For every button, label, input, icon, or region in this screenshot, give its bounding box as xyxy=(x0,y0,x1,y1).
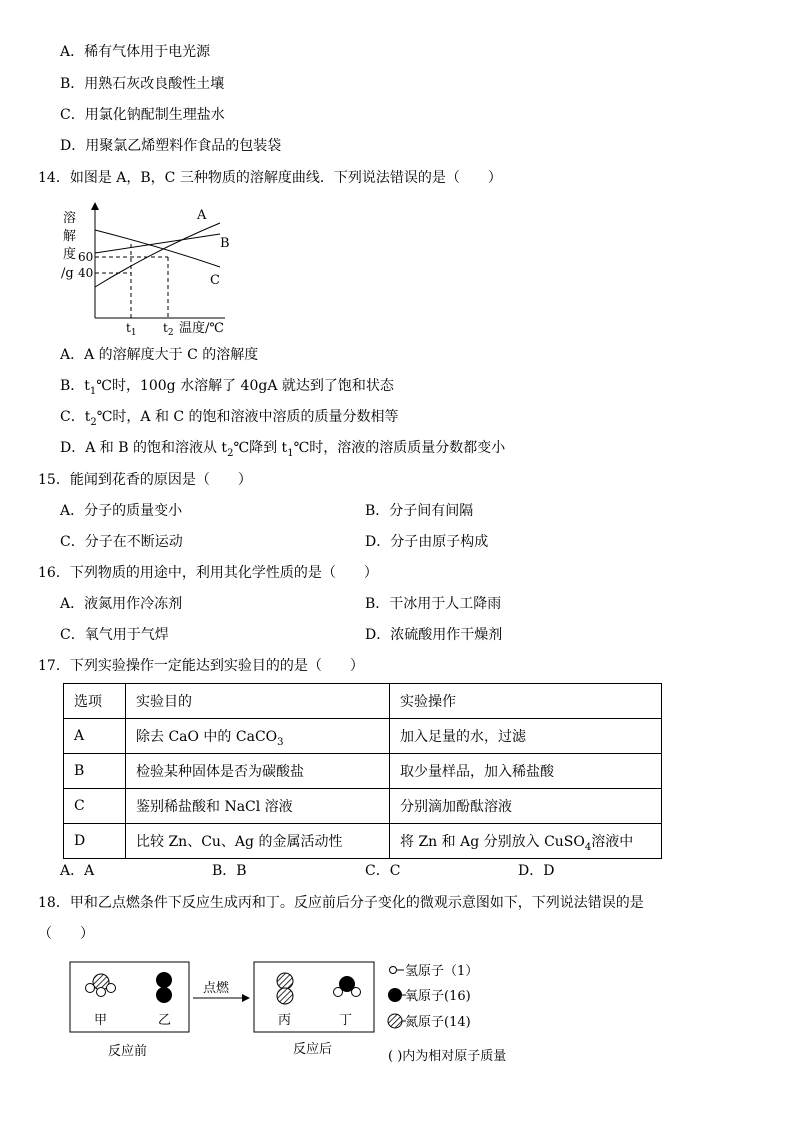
q13-option-b: B．用熟石灰改良酸性土壤 xyxy=(60,76,225,92)
legend-nitrogen: 氮原子(14) xyxy=(405,1015,471,1030)
label-yi: 乙 xyxy=(158,1013,172,1028)
header-operation: 实验操作 xyxy=(390,684,662,719)
legend-oxygen: 氧原子(16) xyxy=(405,989,471,1004)
ylabel-char-1: 溶 xyxy=(63,211,77,226)
curve-c-label: C xyxy=(210,273,220,288)
t2-label: $t_2$ xyxy=(163,321,174,338)
curve-c xyxy=(95,230,220,267)
row-option: B xyxy=(64,754,126,789)
q17-answer-b: B．B xyxy=(212,863,247,879)
q15-option-c: C．分子在不断运动 xyxy=(60,534,183,550)
row-option: D xyxy=(64,824,126,859)
label-bing: 丙 xyxy=(278,1013,292,1028)
condition-label: 点燃 xyxy=(203,981,230,996)
tick-60: 60 xyxy=(78,250,94,264)
q16-stem: 16．下列物质的用途中，利用其化学性质的是（ ） xyxy=(38,565,378,581)
q15-option-d: D．分子由原子构成 xyxy=(365,534,489,550)
table-header-row xyxy=(64,684,662,719)
q15-option-a: A．分子的质量变小 xyxy=(60,503,183,519)
ylabel-char-3: 度 xyxy=(63,247,77,262)
q17-answer-d: D．D xyxy=(518,863,555,879)
experiment-table xyxy=(63,683,662,859)
molecule-yi xyxy=(156,972,172,1003)
q16-option-a: A．液氮用作冷冻剂 xyxy=(60,596,183,612)
q13-option-c: C．用氯化钠配制生理盐水 xyxy=(60,107,225,123)
q13-option-a: A．稀有气体用于电光源 xyxy=(60,44,211,60)
header-goal: 实验目的 xyxy=(126,684,390,719)
curve-a xyxy=(95,223,220,287)
q18-stem: 18．甲和乙点燃条件下反应生成丙和丁。反应前后分子变化的微观示意图如下，下列说法错误的是 xyxy=(38,895,644,911)
legend-note: ( )内为相对原子质量 xyxy=(388,1049,507,1064)
row-option: C xyxy=(64,789,126,824)
tick-40: 40 xyxy=(78,266,94,280)
legend-hydrogen: 氢原子（1） xyxy=(405,964,479,979)
row-operation: 取少量样品，加入稀盐酸 xyxy=(390,754,662,789)
curve-a-label: A xyxy=(197,208,207,223)
label-jia: 甲 xyxy=(94,1013,108,1028)
ylabel-char-4: /g xyxy=(61,266,74,281)
table-row xyxy=(64,824,662,859)
q17-stem: 17．下列实验操作一定能达到实验目的的是（ ） xyxy=(38,658,364,674)
row-operation: 分别滴加酚酞溶液 xyxy=(390,789,662,824)
q14-option-d: D．A 和 B 的饱和溶液从 $t_2℃$降到 $t_1℃$时，溶液的溶质质量分数都变小 xyxy=(60,440,506,459)
molecule-bing xyxy=(277,973,293,1004)
q15-option-b: B．分子间有间隔 xyxy=(365,503,474,519)
row-goal: 鉴别稀盐酸和 NaCl 溶液 xyxy=(126,789,390,824)
legend xyxy=(388,964,506,1064)
reaction-diagram xyxy=(60,955,560,1075)
header-option: 选项 xyxy=(64,684,126,719)
q18-paren: （ ） xyxy=(38,926,94,942)
caption-after: 反应后 xyxy=(293,1042,333,1057)
row-option: A xyxy=(64,719,126,754)
molecule-ding xyxy=(334,976,361,997)
label-ding: 丁 xyxy=(339,1013,353,1028)
table-row xyxy=(64,754,662,789)
q14-option-a: A．A 的溶解度大于 C 的溶解度 xyxy=(60,347,259,363)
q14-option-b: B．$t_1℃$时，100g 水溶解了 40gA 就达到了饱和状态 xyxy=(60,378,394,397)
x-axis-label: 温度/℃ xyxy=(179,321,224,336)
row-goal: 比较 Zn、Cu、Ag 的金属活动性 xyxy=(126,824,390,859)
q16-option-b: B．干冰用于人工降雨 xyxy=(365,596,502,612)
row-operation: 加入足量的水，过滤 xyxy=(390,719,662,754)
q15-stem: 15．能闻到花香的原因是（ ） xyxy=(38,472,252,488)
t1-label: $t_1$ xyxy=(126,321,137,338)
table-row xyxy=(64,789,662,824)
row-goal: 检验某种固体是否为碳酸盐 xyxy=(126,754,390,789)
curve-b-label: B xyxy=(220,236,230,251)
row-operation: 将 Zn 和 Ag 分别放入 CuSO$_4$溶液中 xyxy=(390,824,662,859)
row-goal: 除去 CaO 中的 CaCO$_3$ xyxy=(126,719,390,754)
q17-answer-a: A．A xyxy=(60,863,95,879)
table-row xyxy=(64,719,662,754)
molecule-jia xyxy=(86,974,116,997)
q16-option-c: C．氧气用于气焊 xyxy=(60,627,169,643)
solubility-curve-figure xyxy=(55,200,245,340)
q14-option-c: C．$t_2℃$时，A 和 C 的饱和溶液中溶质的质量分数相等 xyxy=(60,409,399,428)
q16-option-d: D．浓硫酸用作干燥剂 xyxy=(365,627,503,643)
q13-option-d: D．用聚氯乙烯塑料作食品的包装袋 xyxy=(60,138,282,154)
ylabel-char-2: 解 xyxy=(63,229,77,244)
q14-stem: 14．如图是 A，B，C 三种物质的溶解度曲线．下列说法错误的是（ ） xyxy=(38,170,502,186)
caption-before: 反应前 xyxy=(108,1044,148,1059)
q17-answer-c: C．C xyxy=(365,863,401,879)
curve-b xyxy=(95,234,220,253)
